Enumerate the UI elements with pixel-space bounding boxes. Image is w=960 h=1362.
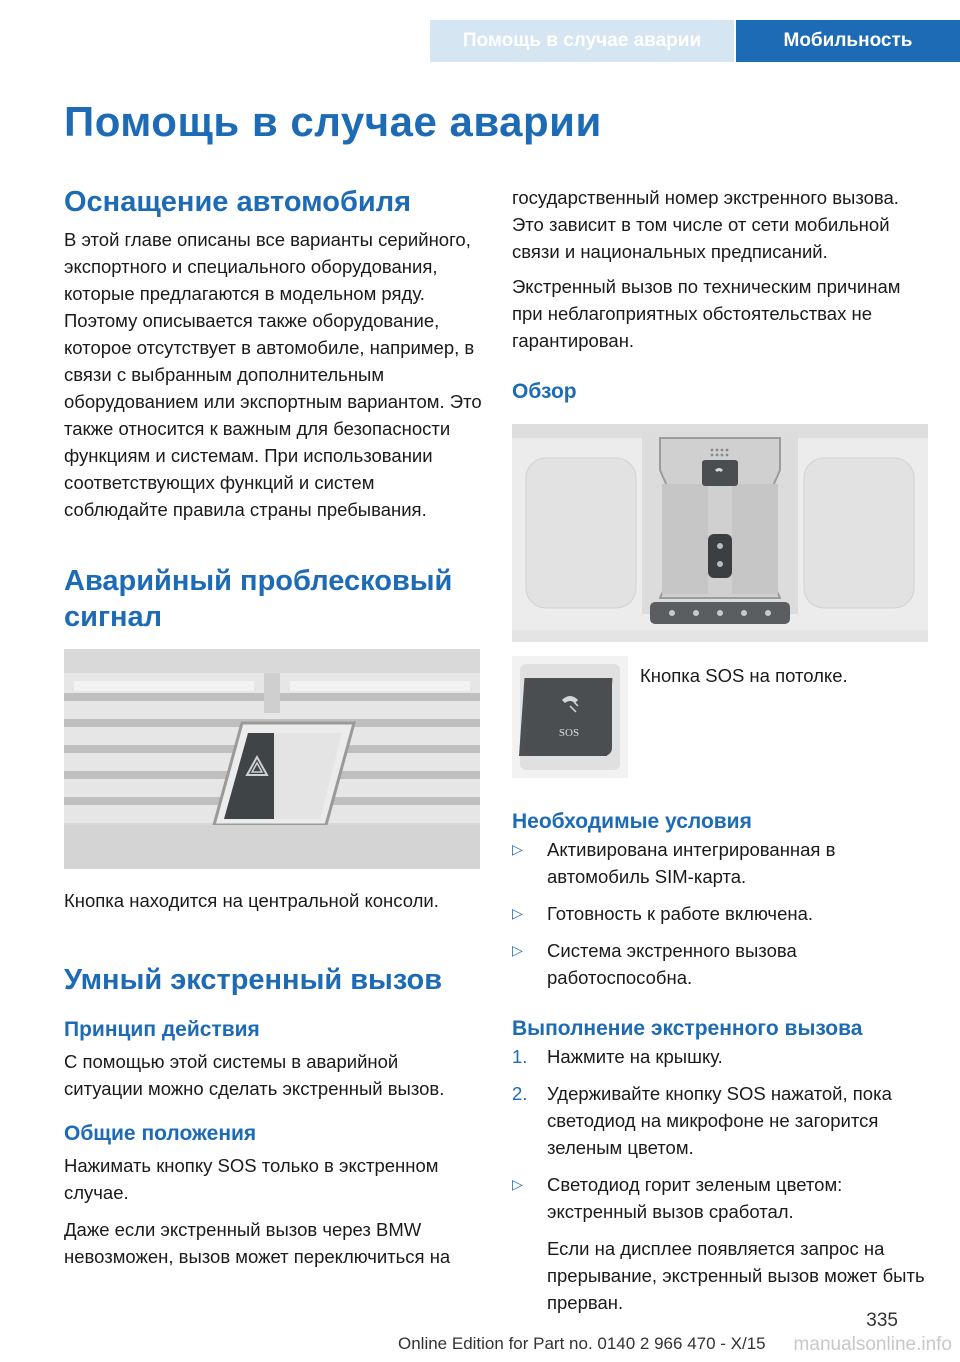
list-item: ▷ Светодиод горит зеленым цветом: экстренный вызов сработал. Если на дисплее появляется запрос на прерывание, экстренный вызов может быть прерван. [512, 1171, 928, 1316]
triangle-right-icon: ▷ [512, 942, 523, 958]
execution-heading: Выполнение экстренного вызова [512, 1017, 863, 1040]
smart-call-heading: Умный экстренный вызов [64, 964, 443, 996]
header-chapter-tab: Мобильность [736, 20, 960, 62]
right-column [512, 184, 928, 1316]
continued-text: государственный номер экстренного вызова. Это зависит в том числе от сети мобильной связи и национальных предписаний. [512, 187, 899, 262]
list-item: 2. Удерживайте кнопку SOS нажатой, пока светодиод на микрофоне не загорится зеленым цветом. [512, 1080, 928, 1161]
header-section-tab: Помощь в случае аварии [430, 20, 734, 62]
general-heading: Общие положения [64, 1122, 257, 1145]
triangle-right-icon: ▷ [512, 905, 523, 921]
triangle-right-icon: ▷ [512, 1176, 523, 1192]
general-text-2: Даже если экстренный вызов через BMW невозможен, вызов может переключиться на [64, 1219, 451, 1267]
sos-label: SOS [558, 727, 580, 739]
hazard-caption: Кнопка находится на центральной консоли. [64, 890, 439, 911]
list-item: ▷ Готовность к работе включена. [512, 900, 928, 927]
hazard-switch-image [64, 649, 480, 869]
principle-heading: Принцип действия [64, 1018, 260, 1041]
interrupt-text: Если на дисплее появляется запрос на прерывание, экстренный вызов может быть прерван. [547, 1238, 925, 1313]
sos-caption-row [512, 656, 928, 778]
technical-text: Экстренный вызов по техническим причинам при неблагоприятных обстоятельствах не гарантирован. [512, 276, 901, 351]
equipment-heading: Оснащение автомобиля [64, 186, 412, 218]
general-text-1: Нажимать кнопку SOS только в экстренном случае. [64, 1155, 439, 1203]
step-number: 2. [512, 1083, 528, 1104]
watermark: manualsonline.info [793, 1334, 952, 1355]
list-item: ▷ Активирована интегрированная в автомобиль SIM-карта. [512, 836, 928, 890]
steps-list [512, 1043, 928, 1316]
page-title: Помощь в случае аварии [64, 98, 602, 145]
hazard-heading: Аварийный проблесковый сигнал [64, 565, 453, 633]
step-number: 1. [512, 1046, 528, 1067]
left-column [64, 184, 482, 1270]
requirements-list [512, 836, 928, 991]
equipment-text: В этой главе описаны все варианты серийного, экспортного и специального оборудования, которые предлагаются в модельном ряду. Поэтому описывается также оборудование, которое отсутствует в автомобиле, например, в связи с выбранным дополнительным оборудованием или экспортным вариантом. Это также относится к важным для безопасности функциям и системам. При использовании соответствующих функций и систем соблюдайте правила страны пребывания. [64, 229, 482, 520]
triangle-right-icon: ▷ [512, 841, 523, 857]
edition-footer: Online Edition for Part no. 0140 2 966 470 - X/15 [398, 1334, 766, 1353]
principle-text: С помощью этой системы в аварийной ситуации можно сделать экстренный вызов. [64, 1051, 445, 1099]
page-number: 335 [866, 1310, 898, 1331]
ceiling-console-image [512, 424, 928, 642]
sos-caption: Кнопка SOS на потолке. [640, 665, 848, 686]
sos-button-image [512, 656, 628, 778]
requirements-heading: Необходимые условия [512, 810, 752, 833]
overview-heading: Обзор [512, 380, 577, 403]
list-item: ▷ Система экстренного вызова работоспособна. [512, 937, 928, 991]
list-item: 1. Нажмите на крышку. [512, 1043, 928, 1070]
